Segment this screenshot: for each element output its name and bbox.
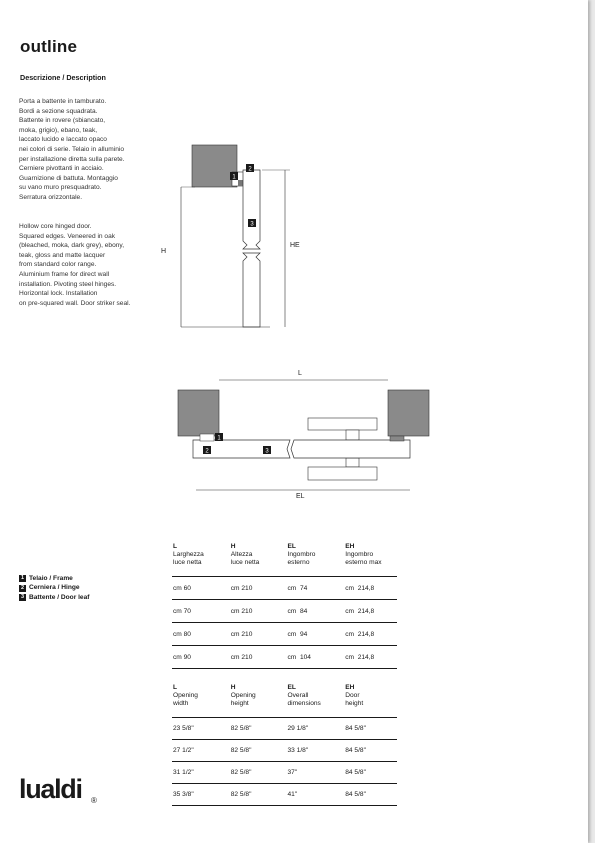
table-cell: 82 5/8" xyxy=(230,725,252,732)
table-row xyxy=(172,577,397,600)
legend-item xyxy=(19,574,89,583)
table-cell: cm 104 xyxy=(287,653,311,661)
dimension-label-h: H xyxy=(161,248,167,255)
header-cell: H Opening height xyxy=(230,684,256,707)
legend-label: Cerniera / Hinge xyxy=(29,584,80,592)
desc-line: su vano muro presquadrato. xyxy=(19,184,102,192)
marker-1-label: 1 xyxy=(217,435,221,442)
handle-outer xyxy=(308,418,377,430)
table-cell: cm 70 xyxy=(173,607,191,615)
legend-item xyxy=(19,593,89,602)
desc-line: Porta a battente in tamburato. xyxy=(19,98,107,105)
table-cell: cm 214,8 xyxy=(345,607,375,615)
desc-line: teak, gloss and matte lacquer xyxy=(19,251,106,259)
desc-line: Squared edges. Veneered in oak xyxy=(19,232,116,240)
frame-profile-plan xyxy=(200,434,214,441)
table-row xyxy=(172,740,397,762)
desc-line: on pre-squared wall. Door striker seal. xyxy=(19,299,131,307)
desc-line: moka, grigio), ebano, teak, xyxy=(19,126,98,134)
table-cell: 23 5/8" xyxy=(173,725,194,732)
desc-line: Cerniere pivottanti in acciaio. xyxy=(19,165,104,173)
table-cell: cm 214,8 xyxy=(345,653,375,661)
table-cell: 82 5/8" xyxy=(230,769,252,776)
desc-line: Horizontal lock. Installation xyxy=(19,290,98,298)
table-cell: 84 5/8" xyxy=(345,769,366,776)
desc-line: laccato lucido e laccato opaco xyxy=(19,136,107,144)
legend-item xyxy=(19,583,89,592)
desc-line: from standard color range. xyxy=(19,261,97,269)
table-cell: 31 1/2" xyxy=(173,769,194,776)
table-row xyxy=(172,646,397,669)
header-cell: EH Door height xyxy=(345,684,364,707)
table-cell: 27 1/2" xyxy=(173,747,194,754)
door-leaf-plan-right xyxy=(291,440,410,458)
table-cell: cm 74 xyxy=(287,584,308,592)
dimension-label-l: L xyxy=(298,370,302,377)
desc-line: Serratura orizzontale. xyxy=(19,193,83,201)
marker-2-label: 2 xyxy=(248,166,252,173)
table-cell: cm 210 xyxy=(230,630,253,638)
marker-3-label: 3 xyxy=(265,448,269,455)
table-header xyxy=(172,684,397,718)
dimensions-table-imperial xyxy=(172,684,397,806)
section-subtitle: Descrizione / Description xyxy=(20,73,106,82)
table-row xyxy=(172,600,397,623)
legend-number: 3 xyxy=(20,594,25,601)
brand-logo: lualdi xyxy=(19,774,82,804)
desc-line: Aluminium frame for direct wall xyxy=(19,270,110,278)
wall-left xyxy=(178,390,219,436)
legend-label: Battente / Door leaf xyxy=(29,593,90,601)
dimension-label-el: EL xyxy=(296,493,305,500)
header-cell: EL Ingombro esterno xyxy=(287,543,316,566)
table-cell: cm 210 xyxy=(230,584,253,592)
header-cell: EH Ingombro esterno max xyxy=(345,543,382,566)
legend xyxy=(19,574,89,602)
table-cell: cm 80 xyxy=(173,630,191,638)
header-cell: L Larghezza luce netta xyxy=(173,543,204,566)
table-cell: 82 5/8" xyxy=(230,791,252,798)
table-cell: cm 60 xyxy=(173,584,191,592)
handle-inner xyxy=(308,467,377,480)
marker-2-label: 2 xyxy=(205,448,209,455)
desc-line: installation. Pivoting steel hinges. xyxy=(19,280,117,288)
desc-line: Battente in rovere (sbiancato, xyxy=(19,117,106,125)
handle-spindle-top xyxy=(346,430,359,440)
table-row xyxy=(172,784,397,806)
header-cell: H Altezza luce netta xyxy=(230,543,260,566)
handle-spindle-bottom xyxy=(346,458,359,467)
table-cell: 84 5/8" xyxy=(345,791,366,798)
legend-number: 2 xyxy=(20,584,25,591)
striker-plan xyxy=(390,436,404,441)
table-cell: 84 5/8" xyxy=(345,747,366,754)
table-cell: 35 3/8" xyxy=(173,791,194,798)
header-cell: EL Overall dimensions xyxy=(287,684,321,707)
legend-label: Telaio / Frame xyxy=(29,575,73,582)
table-cell: cm 210 xyxy=(230,653,253,661)
table-cell: cm 214,8 xyxy=(345,584,375,592)
desc-line: nei colori di serie. Telaio in alluminio xyxy=(19,145,125,153)
desc-line: Bordi a sezione squadrata. xyxy=(19,107,98,115)
desc-line: (bleached, moka, dark grey), ebony, xyxy=(19,242,125,250)
table-cell: cm 214,8 xyxy=(345,630,375,638)
table-cell: cm 94 xyxy=(287,630,308,638)
table-cell: cm 84 xyxy=(287,607,308,615)
dimensions-table-metric xyxy=(172,543,397,669)
registered-mark: ® xyxy=(91,796,97,805)
page-title: outline xyxy=(20,37,78,56)
table-cell: cm 210 xyxy=(230,607,253,615)
wall-right xyxy=(388,390,429,436)
dimension-label-he: HE xyxy=(290,242,300,249)
table-cell: 82 5/8" xyxy=(230,747,252,754)
table-cell: 37" xyxy=(287,769,298,776)
legend-number: 1 xyxy=(20,575,25,582)
table-cell: 29 1/8" xyxy=(287,725,309,732)
wall-section xyxy=(192,145,237,187)
table-cell: 84 5/8" xyxy=(345,725,366,732)
table-cell: 41" xyxy=(287,791,298,798)
desc-line: Hollow core hinged door. xyxy=(19,223,92,230)
header-cell: L Opening width xyxy=(173,684,198,707)
desc-line: Guarnizione di battuta. Montaggio xyxy=(19,174,118,182)
table-header xyxy=(172,543,397,577)
table-row xyxy=(172,762,397,784)
door-leaf-lower xyxy=(243,253,260,327)
marker-1-label: 1 xyxy=(232,174,236,181)
marker-3-label: 3 xyxy=(250,221,254,228)
table-cell: cm 90 xyxy=(173,653,191,661)
table-row xyxy=(172,623,397,646)
table-row xyxy=(172,718,397,740)
door-leaf-upper xyxy=(243,170,260,249)
hinge-profile xyxy=(238,180,243,186)
table-cell: 33 1/8" xyxy=(287,747,309,754)
desc-line: per installazione diretta sulla parete. xyxy=(19,155,125,163)
